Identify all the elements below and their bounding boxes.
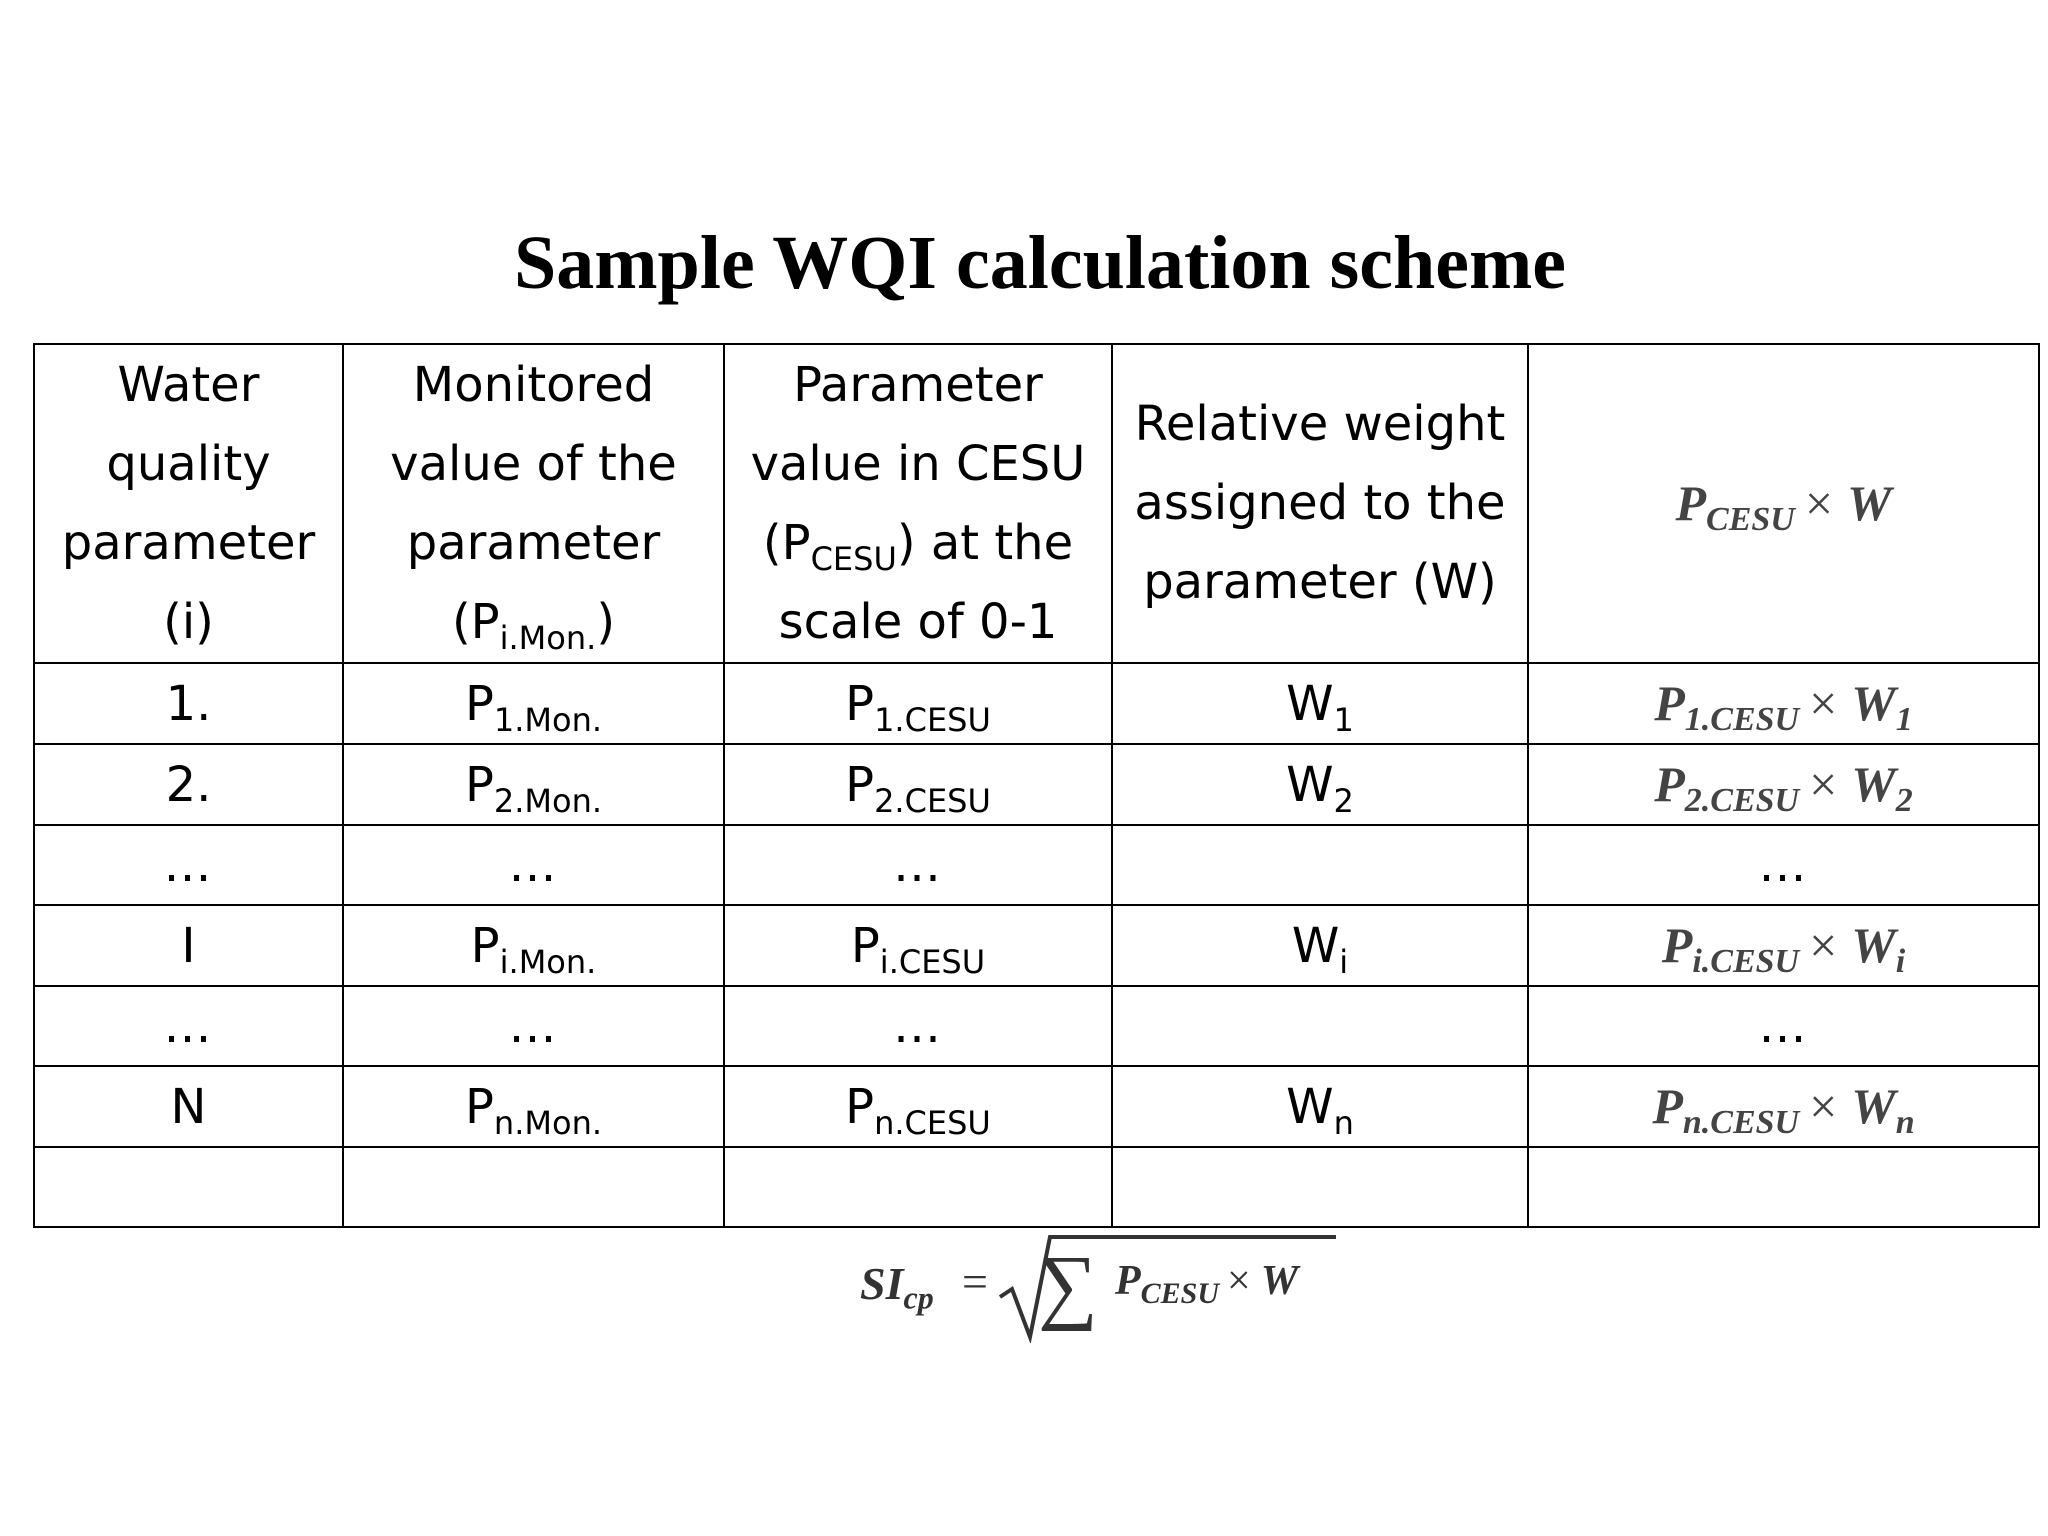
page-title: Sample WQI calculation scheme — [513, 221, 1566, 305]
cell-index — [34, 1147, 343, 1227]
cell-index: I — [34, 905, 343, 986]
table-row — [34, 905, 2039, 986]
cell-product: … — [1528, 825, 2039, 905]
cell-monitored-value: $P_{2.Mon.}$ — [343, 744, 724, 825]
cell-monitored-value: $P_{1.Mon.}$ — [343, 663, 724, 744]
cell-weight — [1112, 986, 1528, 1066]
cell-weight: $W_i$ — [1112, 905, 1528, 986]
cell-cesu-value: $P_{i.CESU}$ — [724, 905, 1112, 986]
header-product-formula — [1528, 344, 2039, 663]
cell-cesu-value: $P_{2.CESU}$ — [724, 744, 1112, 825]
cell-monitored-value: … — [343, 825, 724, 905]
cell-product: … — [1528, 986, 2039, 1066]
table-row — [34, 663, 2039, 744]
table-row — [34, 744, 2039, 825]
cell-monitored-value: $P_{i.Mon.}$ — [343, 905, 724, 986]
cell-cesu-value: $P_{n.CESU}$ — [724, 1066, 1112, 1147]
header-monitored-value: Monitored value of the parameter $(P_{i.Mon.})$ — [343, 344, 724, 663]
table-row — [34, 986, 2039, 1066]
cell-product: $P_{2.CESU} \times W_2$ — [1528, 744, 2039, 825]
cell-cesu-value: … — [724, 986, 1112, 1066]
formula-rhs: $P_{CESU} \times W$ — [1115, 1258, 1299, 1310]
table-row — [34, 825, 2039, 905]
table-header-row — [34, 344, 2039, 663]
cell-weight — [1112, 1147, 1528, 1227]
si-cp-formula — [860, 1225, 1340, 1345]
wqi-calculation-table — [33, 343, 2040, 1228]
header-relative-weight: Relative weight assigned to the parameter (W) — [1112, 344, 1528, 663]
cell-index: … — [34, 986, 343, 1066]
formula-lhs: $SI_{cp}$ — [860, 1258, 934, 1316]
cell-index: … — [34, 825, 343, 905]
cell-weight: $W_2$ — [1112, 744, 1528, 825]
product-formula: $P_{CESU} \times W$ — [1675, 474, 1892, 538]
table-row — [34, 1147, 2039, 1227]
cell-monitored-value: $P_{n.Mon.}$ — [343, 1066, 724, 1147]
cell-cesu-value — [724, 1147, 1112, 1227]
header-parameter-value-cesu: Parameter value in CESU $(P_{CESU})$ at the scale of 0-1 — [724, 344, 1112, 663]
formula-equals: = — [962, 1256, 988, 1307]
cell-monitored-value — [343, 1147, 724, 1227]
cell-index: 1. — [34, 663, 343, 744]
cell-cesu-value: $P_{1.CESU}$ — [724, 663, 1112, 744]
cell-weight — [1112, 825, 1528, 905]
cell-product: $P_{n.CESU} \times W_n$ — [1528, 1066, 2039, 1147]
cell-cesu-value: … — [724, 825, 1112, 905]
cell-product — [1528, 1147, 2039, 1227]
cell-monitored-value: … — [343, 986, 724, 1066]
cell-index: 2. — [34, 744, 343, 825]
cell-product: $P_{1.CESU} \times W_1$ — [1528, 663, 2039, 744]
table-row — [34, 1066, 2039, 1147]
header-water-quality-parameter: Water quality parameter (i) — [34, 344, 343, 663]
cell-index: N — [34, 1066, 343, 1147]
cell-weight: $W_n$ — [1112, 1066, 1528, 1147]
cell-weight: $W_1$ — [1112, 663, 1528, 744]
formula-sigma: ∑ — [1038, 1239, 1098, 1332]
cell-product: $P_{i.CESU} \times W_i$ — [1528, 905, 2039, 986]
